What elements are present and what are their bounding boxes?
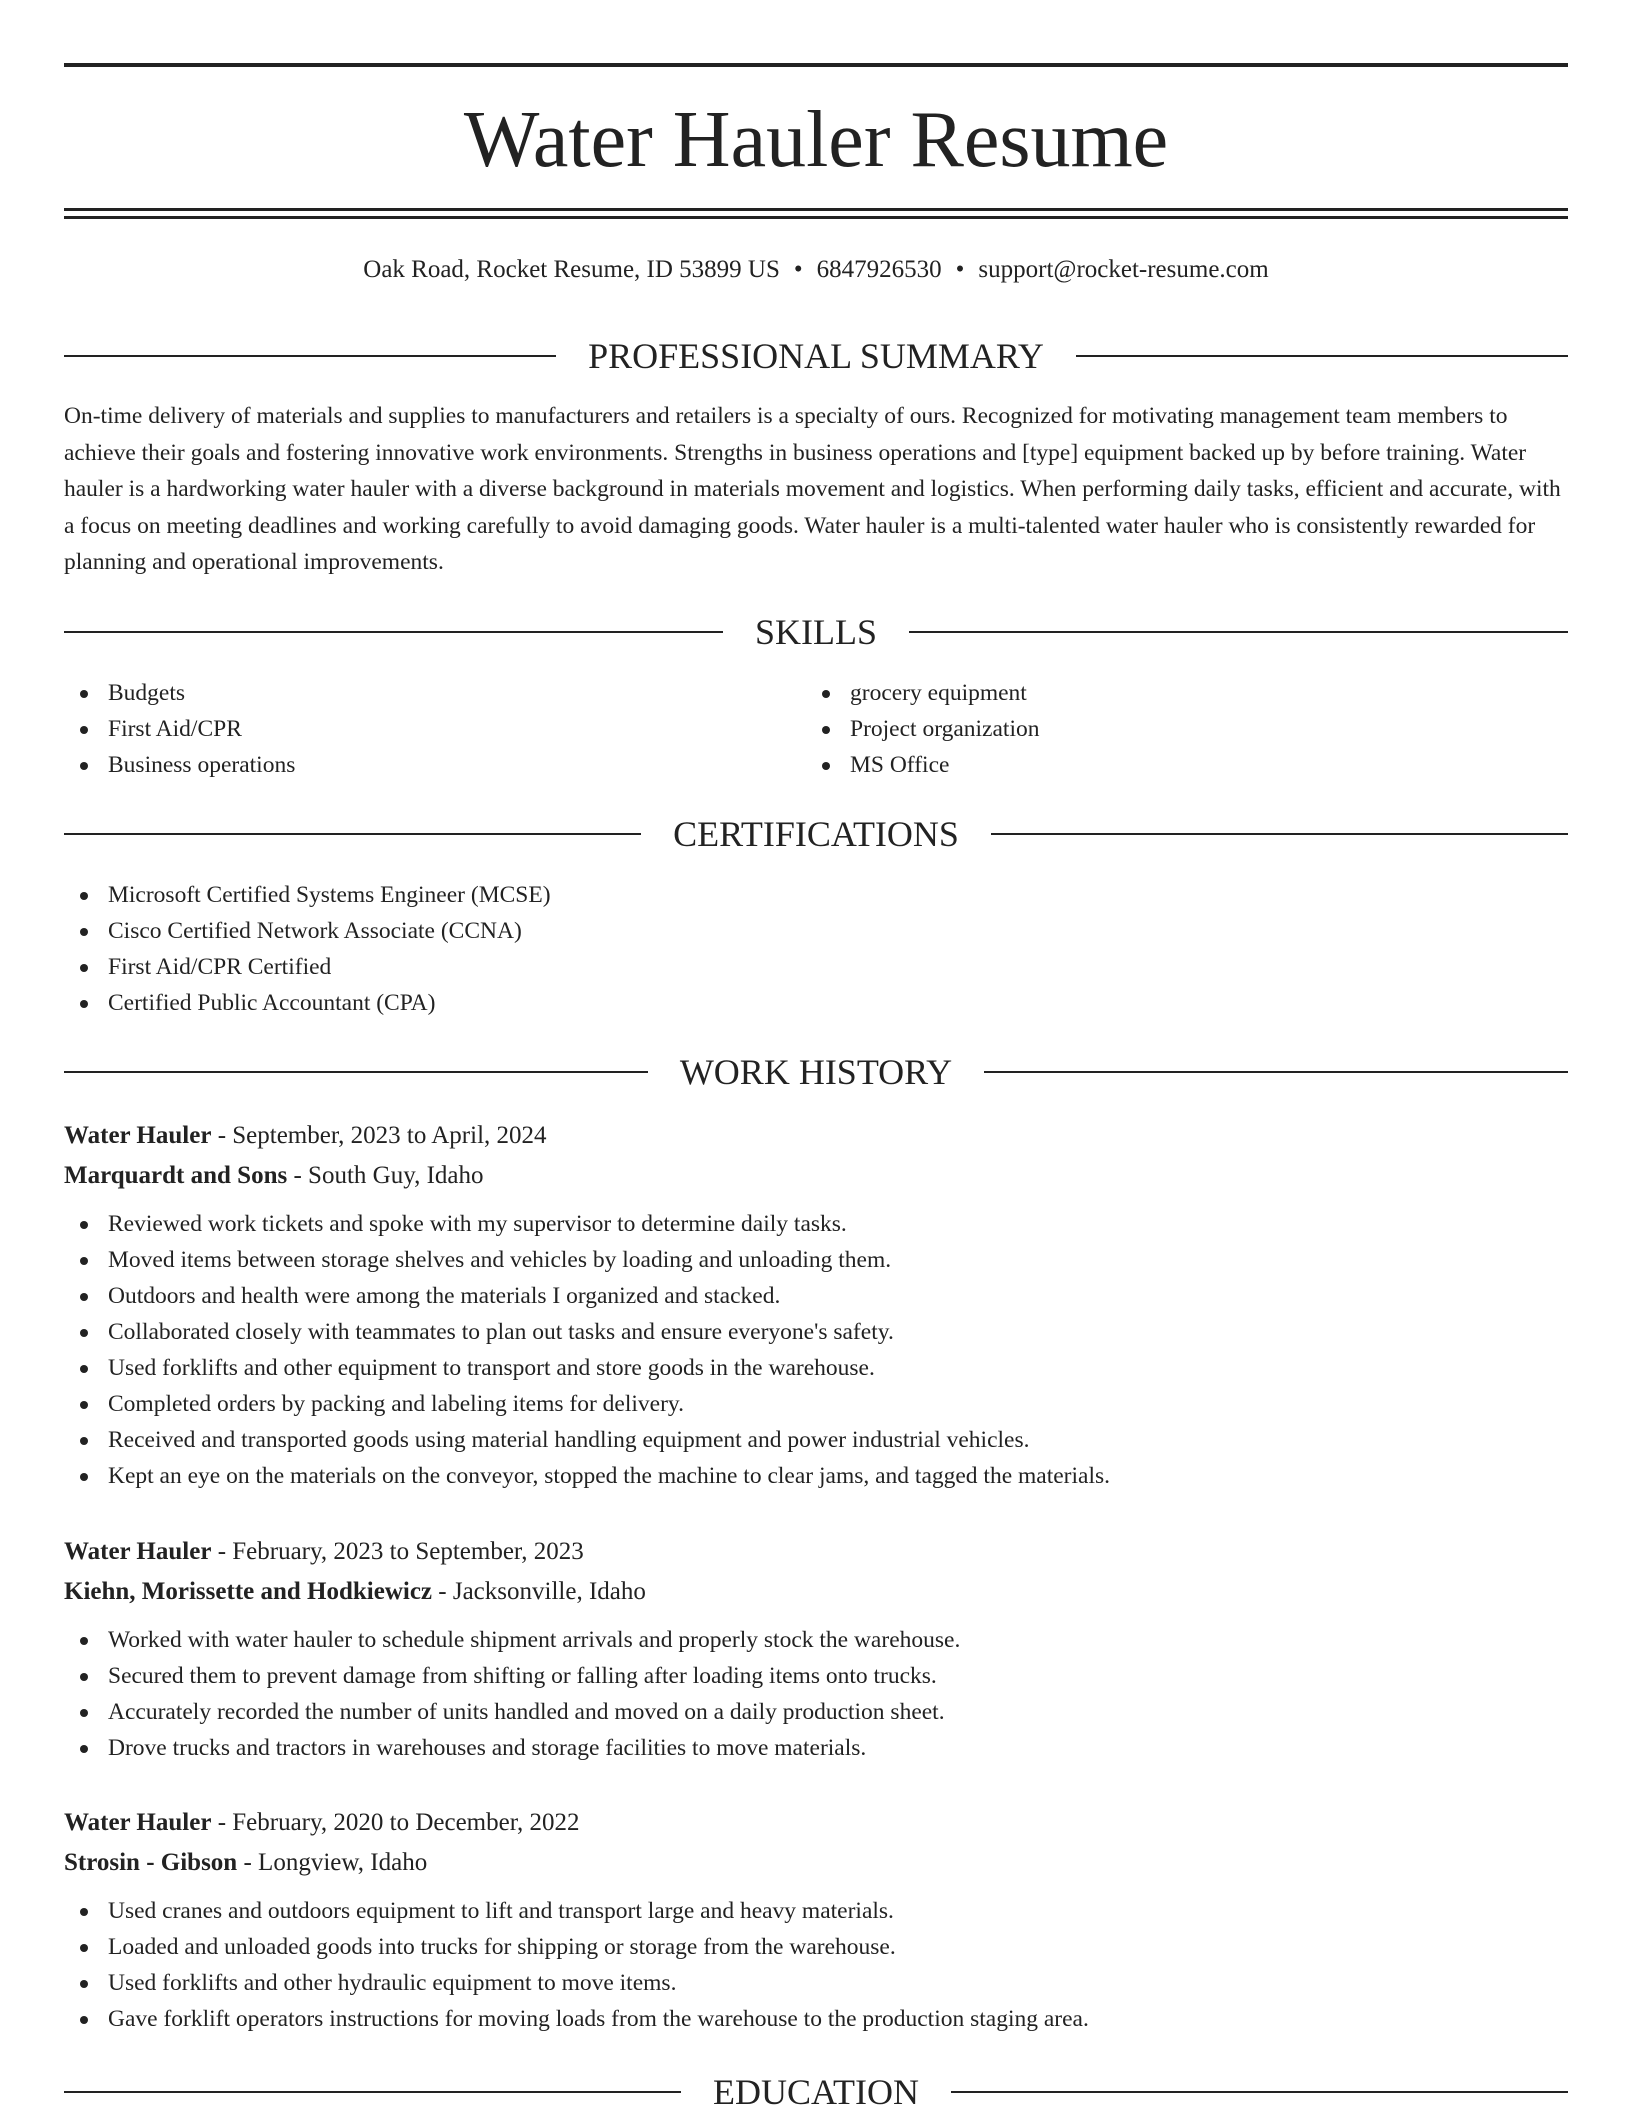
section-rule: [64, 631, 723, 633]
section-title: PROFESSIONAL SUMMARY: [588, 336, 1044, 376]
section-header-summary: [64, 334, 1568, 378]
job-duty: Received and transported goods using material handling equipment and power industrial vehicles.: [64, 1422, 1568, 1458]
job-duty: Outdoors and health were among the materials I organized and stacked.: [64, 1278, 1568, 1314]
job-location: - Jacksonville, Idaho: [432, 1578, 646, 1605]
job-location: - Longview, Idaho: [237, 1849, 428, 1876]
section-title: CERTIFICATIONS: [673, 814, 959, 854]
certifications-list: [64, 877, 551, 1021]
skill-item: Project organization: [806, 711, 1039, 747]
job-entry: [64, 1532, 1568, 1766]
section-header-education: [64, 2070, 1568, 2114]
job-duty: Reviewed work tickets and spoke with my supervisor to determine daily tasks.: [64, 1206, 1568, 1242]
job-duty: Used cranes and outdoors equipment to lift and transport large and heavy materials.: [64, 1893, 1568, 1929]
certification-item: Microsoft Certified Systems Engineer (MCSE): [64, 877, 551, 913]
job-company-line: [64, 1572, 1568, 1612]
job-title: Water Hauler: [64, 1809, 212, 1836]
section-rule: [64, 355, 556, 357]
contact-address: Oak Road, Rocket Resume, ID 53899 US: [363, 256, 780, 283]
section-rule: [64, 833, 641, 835]
section-rule: [991, 833, 1568, 835]
section-header-skills: [64, 610, 1568, 654]
job-duty: Gave forklift operators instructions for moving loads from the warehouse to the production staging area.: [64, 2001, 1568, 2037]
skills-list-right: [806, 675, 1039, 783]
section-title: WORK HISTORY: [679, 1052, 953, 1092]
job-title-line: [64, 1532, 1568, 1572]
title-rule-upper: [64, 208, 1568, 211]
skill-item: MS Office: [806, 747, 1039, 783]
job-duty: Used forklifts and other equipment to transport and store goods in the warehouse.: [64, 1350, 1568, 1386]
resume-title: Water Hauler Resume: [463, 96, 1169, 184]
job-company-line: [64, 1156, 1568, 1196]
job-company-line: [64, 1843, 1568, 1883]
contact-separator: •: [955, 256, 965, 283]
job-title-line: [64, 1803, 1568, 1843]
section-rule: [64, 2091, 681, 2093]
contact-line: [64, 254, 1568, 286]
job-dates: - September, 2023 to April, 2024: [211, 1122, 547, 1149]
job-duty: Moved items between storage shelves and vehicles by loading and unloading them.: [64, 1242, 1568, 1278]
top-rule: [64, 63, 1568, 67]
section-header-work-history: [64, 1050, 1568, 1094]
job-title-line: [64, 1116, 1568, 1156]
job-duty: Used forklifts and other hydraulic equipment to move items.: [64, 1965, 1568, 2001]
job-company: Kiehn, Morissette and Hodkiewicz: [64, 1578, 433, 1605]
certification-item: First Aid/CPR Certified: [64, 949, 551, 985]
job-duties-list: [64, 1622, 1568, 1766]
section-title: SKILLS: [755, 612, 878, 652]
job-location: - South Guy, Idaho: [287, 1162, 484, 1189]
job-entry: [64, 1803, 1568, 2037]
job-duty: Collaborated closely with teammates to plan out tasks and ensure everyone's safety.: [64, 1314, 1568, 1350]
job-duty: Loaded and unloaded goods into trucks for shipping or storage from the warehouse.: [64, 1929, 1568, 1965]
job-duty: Completed orders by packing and labeling items for delivery.: [64, 1386, 1568, 1422]
certification-item: Certified Public Accountant (CPA): [64, 985, 551, 1021]
section-rule: [64, 1071, 648, 1073]
job-title: Water Hauler: [64, 1538, 212, 1565]
job-company: Marquardt and Sons: [64, 1162, 288, 1189]
summary-text: On-time delivery of materials and supplies to manufacturers and retailers is a specialty of ours. Recognized for motivating management team members to achieve their goals and fostering innovative work environments. Strengths in business operations and [type] equipment backed up by before training. Water hauler is a hardworking water hauler with a diverse background in materials movement and logistics. When performing daily tasks, efficient and accurate, with a focus on meeting deadlines and working carefully to avoid damaging goods. Water hauler is a multi-talented water hauler who is consistently rewarded for planning and operational improvements.: [64, 403, 1561, 575]
job-duty: Secured them to prevent damage from shifting or falling after loading items onto trucks.: [64, 1658, 1568, 1694]
section-title: EDUCATION: [713, 2072, 919, 2112]
contact-email: support@rocket-resume.com: [978, 256, 1269, 283]
job-company: Strosin - Gibson: [64, 1849, 238, 1876]
job-dates: - February, 2023 to September, 2023: [211, 1538, 584, 1565]
contact-separator: •: [793, 256, 803, 283]
title-rule-lower: [64, 216, 1568, 219]
job-duty: Drove trucks and tractors in warehouses and storage facilities to move materials.: [64, 1730, 1568, 1766]
job-title: Water Hauler: [64, 1122, 212, 1149]
contact-phone: 6847926530: [816, 256, 942, 283]
job-duties-list: [64, 1893, 1568, 2037]
section-header-certifications: [64, 812, 1568, 856]
job-dates: - February, 2020 to December, 2022: [211, 1809, 580, 1836]
job-duty: Kept an eye on the materials on the conveyor, stopped the machine to clear jams, and tagged the materials.: [64, 1458, 1568, 1494]
job-duties-list: [64, 1206, 1568, 1494]
skill-item: First Aid/CPR: [64, 711, 295, 747]
skill-item: Budgets: [64, 675, 295, 711]
job-duty: Worked with water hauler to schedule shipment arrivals and properly stock the warehouse.: [64, 1622, 1568, 1658]
section-rule: [909, 631, 1568, 633]
section-rule: [1076, 355, 1568, 357]
section-rule: [951, 2091, 1568, 2093]
job-entry: [64, 1116, 1568, 1494]
job-duty: Accurately recorded the number of units handled and moved on a daily production sheet.: [64, 1694, 1568, 1730]
section-rule: [984, 1071, 1568, 1073]
skill-item: Business operations: [64, 747, 295, 783]
skill-item: grocery equipment: [806, 675, 1039, 711]
skills-list-left: [64, 675, 295, 783]
certification-item: Cisco Certified Network Associate (CCNA): [64, 913, 551, 949]
